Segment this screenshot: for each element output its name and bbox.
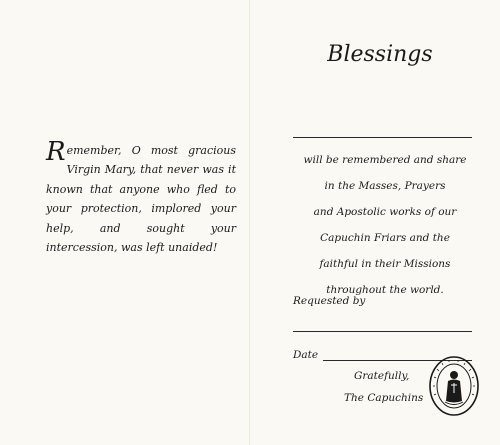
body-line: Capuchin Friars and the (320, 232, 450, 244)
name-blank-line (293, 137, 472, 138)
closing-gratefully: Gratefully, (354, 370, 410, 382)
prayer-dropcap: R (46, 137, 66, 167)
requested-by-label: Requested by (293, 295, 366, 307)
body-line: faithful in their Missions (319, 258, 451, 270)
body-line: throughout the world. (326, 284, 444, 296)
body-line: and Apostolic works of our (313, 206, 457, 218)
card-fold-line (249, 0, 250, 445)
capuchin-friar-seal-icon (428, 355, 480, 417)
body-line: will be remembered and share (303, 154, 467, 166)
card-title: Blessings (327, 42, 433, 67)
memorare-prayer (46, 137, 236, 257)
prayer-text: emember, O most gracious Virgin Mary, that never was it known that anyone who fled to your protection, implored your help, and sought your intercession, was left unaided! (46, 144, 236, 255)
body-line: in the Masses, Prayers (324, 180, 446, 192)
date-label: Date (293, 349, 319, 361)
card-body (280, 147, 490, 303)
closing-signature (344, 365, 424, 409)
requested-by-blank-line (293, 331, 472, 332)
closing-capuchins: The Capuchins (344, 392, 424, 404)
